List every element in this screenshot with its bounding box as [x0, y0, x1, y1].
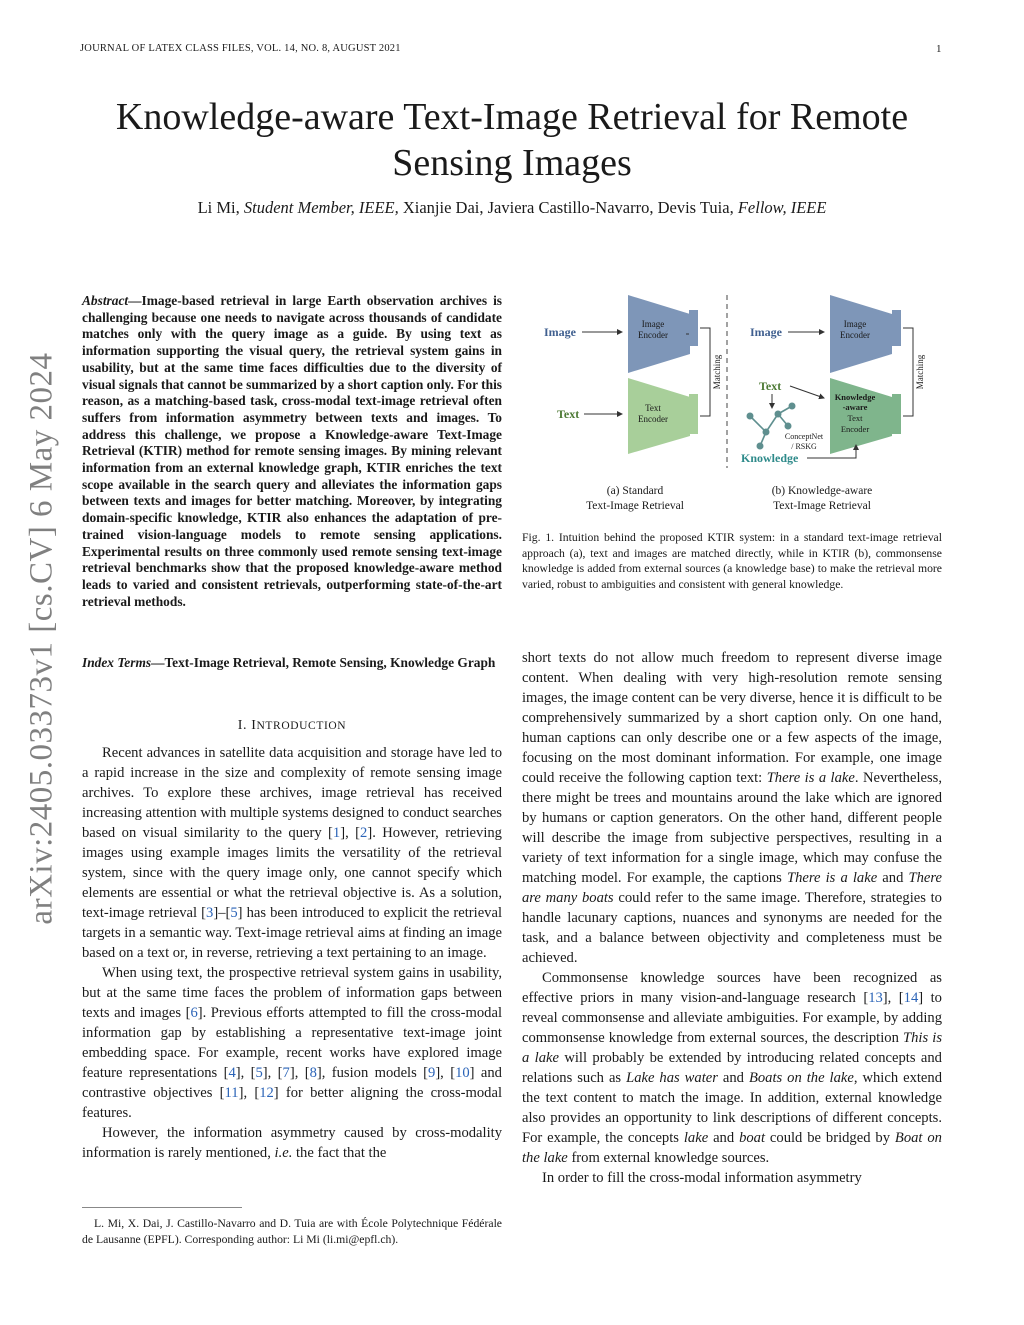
figure-1 [522, 290, 944, 520]
intro-paragraph-3 [82, 1123, 502, 1163]
text-run: ]. However, retrieving images using example images limits the versatility of the retrieval system, since with the query image only, one cannot specify which elements are essential or what the retrieval objective is. As a solution, text-image retrieval [ [82, 825, 502, 921]
fig-a-image-label: Image [544, 325, 576, 339]
section-heading [82, 718, 502, 734]
text-run: lake [683, 1130, 709, 1146]
text-run: i.e. [274, 1145, 293, 1161]
citation-link[interactable]: 2 [360, 825, 368, 841]
text-run: could be bridged by [765, 1130, 895, 1146]
index-terms-label: Index Terms [82, 655, 152, 670]
citation-link[interactable]: 11 [224, 1085, 239, 1101]
right-paragraph-1 [522, 648, 942, 968]
fig-a-text-encoder-l2: Encoder [638, 414, 668, 424]
text-run: Lake has water [626, 1070, 718, 1086]
fig-a-caption-l2: Text-Image Retrieval [586, 500, 684, 512]
running-header: JOURNAL OF LATEX CLASS FILES, VOL. 14, NO. 8, AUGUST 2021 [80, 43, 401, 54]
text-run: could refer to the same image. Therefore, strategies to handle lacunary captions, nuances and synonyms are needed for the task, and a balance between objectivity and completeness must be achieved. [522, 890, 942, 966]
intro-paragraph-2 [82, 963, 502, 1123]
text-run: Boats on the lake [748, 1070, 854, 1086]
fig-b-text-embedding [892, 394, 901, 434]
text-run: ], [ [262, 1065, 283, 1081]
citation-link[interactable]: 14 [903, 990, 919, 1006]
text-run: and [708, 1130, 740, 1146]
text-run: . Nevertheless, there might be trees and mountains around the lake which are ignored by humans or caption generators. On the other hand, different people will describe the image from subjective perspectives, resulting in a variety of text information for a single image, which may confuse the matching model. For example, the captions [522, 770, 942, 886]
fig-b-image-label: Image [750, 325, 782, 339]
fig-b-encoder-l1: Knowledge [834, 392, 876, 402]
figure-caption: Fig. 1. Intuition behind the proposed KTIR system: in a standard text-image retrieval approach (a), text and images are matched directly, while in KTIR (b), commonsense knowledge is added from external sources (a knowledge base) to make the retrieval more varied, robust to ambiguities and consistent with general knowledge. [522, 531, 942, 591]
text-run: ] to reveal commonsense and alleviate ambiguities. For example, by adding commonsense knowledge from external sources, the description [522, 990, 942, 1046]
index-terms-text: —Text-Image Retrieval, Remote Sensing, Knowledge Graph [151, 655, 496, 670]
abstract-text: —Image-based retrieval in large Earth observation archives is challenging because one needs to navigate across thousands of candidate matches only with the query image as a guide. By using text as information supporting the visual query, the retrieval system gains in usability, but at the same time faces difficulties due to the diversity of visual signals that cannot be summarized by a short caption only. For this reason, as a matching-based task, cross-modal text-image retrieval often suffers from information asymmetry between texts and images. To address this challenge, we propose a Knowledge-aware Text-Image Retrieval (KTIR) method for remote sensing images. By mining relevant information from an external knowledge graph, KTIR enriches the text scope available in the search query and alleviates the information gaps between texts and images for better matching. Moreover, by integrating domain-specific knowledge, KTIR also enhances the adaptation of pre-trained vision-language models to remote sensing applications. Experimental results on three commonly used remote sensing text-image retrieval benchmarks show that the proposed knowledge-aware method leads to varied and consistent retrievals, outperforming state-of-the-art retrieval methods. [82, 293, 502, 609]
fig-b-image-embedding [892, 310, 901, 346]
text-run: ], [ [882, 990, 904, 1006]
citation-link[interactable]: 8 [309, 1065, 317, 1081]
text-run: ] and contrastive objectives [ [82, 1065, 502, 1101]
text-run: ]–[ [213, 905, 231, 921]
text-run: , which extend the text content to match the image. In addition, external knowledge also provides an opportunity to link descriptions of different concepts. For example, the concepts [522, 1070, 943, 1146]
text-run: There is a lake [766, 770, 855, 786]
title-line-1: Knowledge-aware Text-Image Retrieval for Remote [115, 96, 909, 138]
text-run: the fact that the [292, 1145, 387, 1161]
author-list [60, 198, 964, 218]
text-run: ], [ [435, 1065, 456, 1081]
title-line-2: Sensing Images [392, 142, 632, 184]
footnote-rule [82, 1207, 242, 1208]
fig-a-image-encoder-l1: Image [641, 319, 665, 329]
text-run: ] for better aligning the cross-modal features. [82, 1085, 502, 1121]
fig-b-kg-source-l2: / RSKG [791, 442, 817, 451]
arxiv-stamp: arXiv:2405.03373v1 [cs.CV] 6 May 2024 [23, 352, 60, 925]
text-run: and [717, 1070, 749, 1086]
fig-b-text-label: Text [759, 379, 782, 393]
fig-b-matching-bracket [903, 328, 913, 416]
fig-a-image-embedding [689, 310, 698, 346]
paper-title [60, 94, 964, 186]
abstract [82, 293, 502, 610]
text-run: ], fusion models [ [316, 1065, 429, 1081]
abstract-label: Abstract [82, 293, 129, 308]
text-run: ], [ [235, 1065, 256, 1081]
fig-b-graph-nodes [747, 403, 796, 450]
citation-link[interactable]: 12 [259, 1085, 274, 1101]
citation-link[interactable]: 13 [868, 990, 883, 1006]
page-number: 1 [936, 43, 942, 55]
citation-link[interactable]: 4 [228, 1065, 236, 1081]
section-initial: I [251, 718, 257, 733]
fig-a-matching-bracket [700, 328, 710, 416]
citation-link[interactable]: 1 [332, 825, 341, 841]
intro-left-column [82, 743, 502, 1163]
fig-b-caption-l2: Text-Image Retrieval [773, 500, 871, 512]
text-run: ], [ [238, 1085, 260, 1101]
text-run: Boat on the lake [522, 1130, 942, 1166]
text-run: Commonsense knowledge sources have been recognized as effective priors in many vision-and-language research [ [522, 970, 942, 1006]
fig-b-image-encoder-l1: Image [843, 319, 867, 329]
right-paragraph-3: In order to fill the cross-modal information asymmetry [542, 1170, 862, 1186]
citation-link[interactable]: 6 [190, 1005, 198, 1021]
intro-right-column [522, 648, 942, 1188]
text-run: When using text, the prospective retrieval system gains in usability, but at the same time faces the problem of information gaps between texts and images [ [82, 965, 502, 1021]
text-run: boat [739, 1130, 766, 1146]
text-run: ]. Previous efforts attempted to fill the cross-modal information gap by establishing a representative text-image joint embedding space. For example, recent works have explored image feature representations [ [82, 1005, 502, 1081]
intro-paragraph-1 [82, 743, 502, 963]
author-role-fellow: Fellow, IEEE [737, 198, 827, 217]
fig-a-matching-label: Matching [712, 354, 722, 390]
fig-b-knowledge-label: Knowledge [741, 451, 799, 465]
text-run: Recent advances in satellite data acquisition and storage have led to a rapid increase in the size and complexity of remote sensing image archives. To explore these archives, image retrieval has received increasing attention with multiple systems designed to conduct searches based on visual similarity to the query [ [82, 745, 502, 841]
fig-b-arrow [790, 386, 824, 398]
author-role-student: Student Member, IEEE, [243, 198, 399, 217]
text-run: will probably be extended by introducing related concepts and relations such as [522, 1050, 942, 1086]
affiliation-footnote: L. Mi, X. Dai, J. Castillo-Navarro and D. Tuia are with École Polytechnique Fédérale de Lausanne (EPFL). Corresponding author: Li Mi (li.mi@epfl.ch). [82, 1217, 502, 1246]
text-run: from external knowledge sources. [567, 1150, 770, 1166]
citation-link[interactable]: 5 [230, 905, 238, 921]
fig-a-text-encoder-l1: Text [645, 403, 661, 413]
section-rest: NTRODUCTION [256, 720, 347, 732]
fig-a-caption-l1: (a) Standard [606, 485, 664, 497]
text-run: This is a lake [522, 1030, 942, 1066]
section-number: I. [237, 718, 252, 733]
text-run: ], [ [340, 825, 361, 841]
text-run: and [877, 870, 909, 886]
fig-a-text-label: Text [557, 407, 580, 421]
author-names: Xianjie Dai, Javiera Castillo-Navarro, Devis Tuia, [398, 198, 738, 217]
author-first: Li Mi, [197, 198, 244, 217]
fig-a-text-embedding [689, 394, 698, 434]
fig-b-encoder-l4: Encoder [840, 424, 870, 434]
text-run: ] has been introduced to explicit the retrieval targets in a semantic way. Text-image retrieval aims at finding an image based on a text or, in reverse, retrieving a text pertaining to an image. [82, 905, 503, 961]
citation-link[interactable]: 3 [206, 905, 214, 921]
fig-b-kg-source-l1: ConceptNet [784, 432, 824, 441]
text-run: There are many boats [522, 870, 942, 906]
index-terms [82, 655, 502, 672]
fig-b-matching-label: Matching [915, 354, 925, 390]
right-paragraph-2 [522, 968, 942, 1168]
text-run: short texts do not allow much freedom to represent diverse image content. When dealing with very high-resolution remote sensing images, the image content can be very diverse, hence it is difficult to be comprehensively summarized by a short caption only. On one hand, human captions can only describe one or a few aspects of the image, focusing on the most dominant information. For example, one image could receive the following caption text: [522, 650, 942, 786]
fig-b-caption-l1: (b) Knowledge-aware [771, 485, 873, 497]
fig-a-image-encoder-l2: Encoder [638, 330, 668, 340]
fig-b-image-encoder-l2: Encoder [840, 330, 870, 340]
text-run: However, the information asymmetry caused by cross-modality information is rarely mentioned, [82, 1125, 502, 1161]
citation-link[interactable]: 9 [428, 1065, 436, 1081]
citation-link[interactable]: 10 [455, 1065, 470, 1081]
text-run: ], [ [289, 1065, 310, 1081]
citation-link[interactable]: 5 [255, 1065, 263, 1081]
citation-link[interactable]: 7 [282, 1065, 290, 1081]
fig-b-encoder-l3: Text [847, 413, 863, 423]
fig-b-encoder-l2: -aware [842, 402, 868, 412]
text-run: There is a lake [786, 870, 878, 886]
